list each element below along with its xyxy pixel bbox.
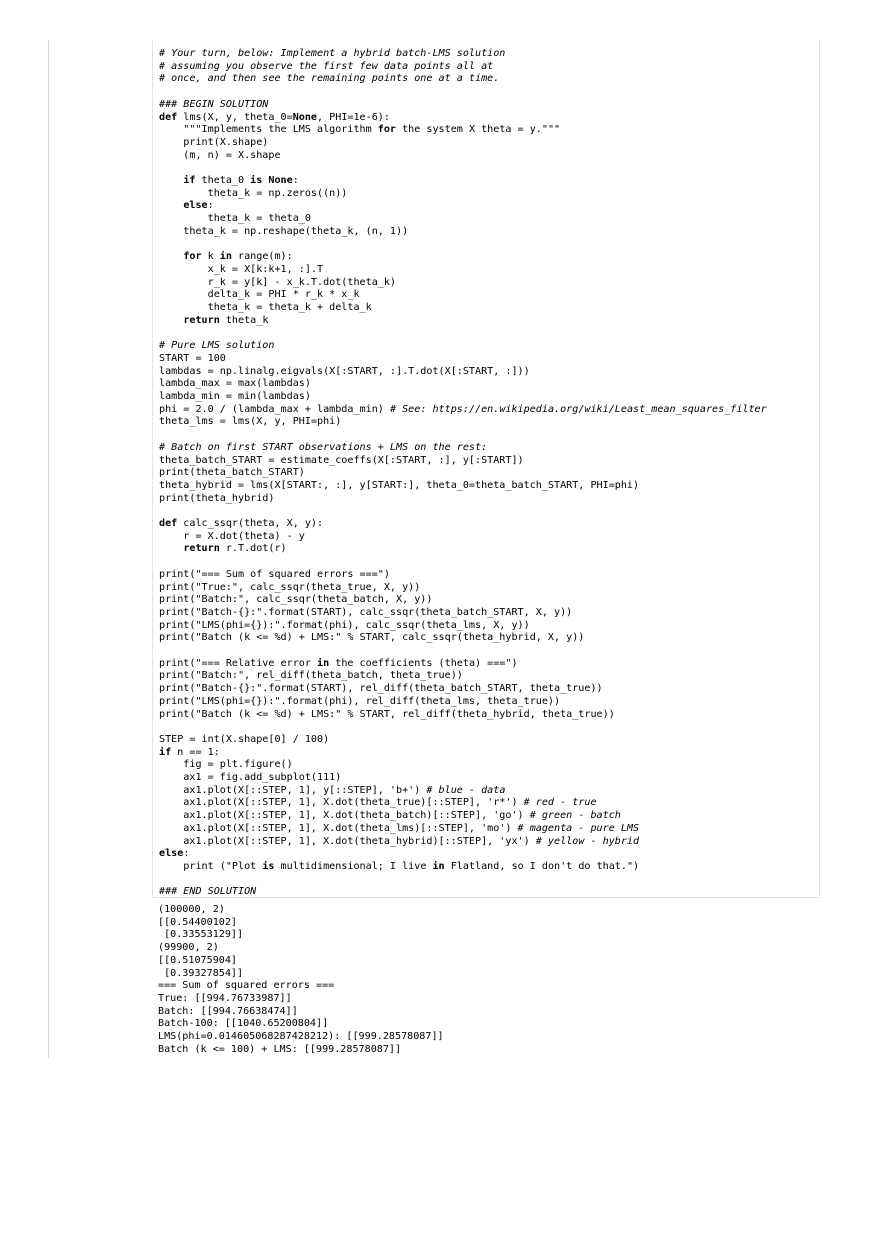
output-line: [0.39327854]]	[158, 967, 244, 979]
output-line: LMS(phi=0.014605068287428212): [[999.28578087]]	[158, 1031, 444, 1043]
code-line: # Your turn, below: Implement a hybrid batch-LMS solution	[159, 48, 506, 59]
code-line: # assuming you observe the first few data points all at	[159, 60, 494, 72]
code-line: ax1.plot(X[::STEP, 1], X.dot(theta_batch)[::STEP], 'go') # green - batch	[159, 810, 621, 822]
output-line: [0.33553129]]	[158, 929, 244, 941]
cell-output	[158, 904, 818, 1056]
code-line: if n == 1:	[159, 746, 220, 758]
code-line: ### BEGIN SOLUTION	[159, 98, 269, 110]
notebook-margin-rule	[48, 40, 49, 1058]
code-line: ax1.plot(X[::STEP, 1], X.dot(theta_lms)[::STEP], 'mo') # magenta - pure LMS	[159, 822, 640, 834]
code-line: theta_batch_START = estimate_coeffs(X[:START, :], y[:START])	[159, 454, 524, 466]
code-line: else:	[159, 848, 190, 860]
code-line: ax1 = fig.add_subplot(111)	[159, 772, 342, 784]
code-line: # Pure LMS solution	[159, 340, 275, 352]
output-line: Batch: [[994.76638474]]	[158, 1005, 298, 1017]
output-line: Batch (k <= 100) + LMS: [[999.28578087]]	[158, 1043, 402, 1055]
output-line: (100000, 2)	[158, 904, 225, 915]
code-line: print("Batch:", calc_ssqr(theta_batch, X, y))	[159, 594, 433, 606]
code-line: print(theta_batch_START)	[159, 467, 305, 479]
code-line: theta_k = theta_0	[159, 213, 311, 225]
output-line: [[0.51075904]	[158, 954, 238, 966]
code-line: print("Batch:", rel_diff(theta_batch, theta_true))	[159, 670, 463, 682]
code-line: print(theta_hybrid)	[159, 492, 275, 504]
code-line: return theta_k	[183, 314, 269, 326]
output-line: Batch-100: [[1040.65200804]]	[158, 1018, 329, 1030]
code-line: ax1.plot(X[::STEP, 1], y[::STEP], 'b+') # blue - data	[159, 784, 506, 796]
code-line: print ("Plot is multidimensional; I live in Flatland, so I don't do that.")	[159, 861, 640, 872]
code-line: if theta_0 is None:	[183, 175, 299, 187]
output-line: True: [[994.76733987]]	[158, 992, 292, 1004]
code-line: """Implements the LMS algorithm for the system X theta = y."""	[159, 124, 561, 136]
code-line: ax1.plot(X[::STEP, 1], X.dot(theta_true)[::STEP], 'r*') # red - true	[159, 797, 597, 809]
code-line: for k in range(m):	[183, 251, 293, 263]
output-line: === Sum of squared errors ===	[158, 980, 335, 992]
code-line: print("Batch (k <= %d) + LMS:" % START, rel_diff(theta_hybrid, theta_true))	[159, 708, 615, 720]
code-line: lambda_min = min(lambdas)	[159, 390, 311, 402]
code-line: print("LMS(phi={}):".format(phi), calc_ssqr(theta_lms, X, y))	[159, 619, 530, 631]
code-line: print("Batch-{}:".format(START), calc_ssqr(theta_batch_START, X, y))	[159, 606, 573, 618]
code-line: r_k = y[k] - x_k.T.dot(theta_k)	[159, 276, 397, 288]
code-line: theta_k = np.zeros((n))	[159, 187, 348, 199]
code-line: print("LMS(phi={}):".format(phi), rel_diff(theta_lms, theta_true))	[159, 695, 561, 707]
code-line: delta_k = PHI * r_k * x_k	[159, 289, 360, 301]
code-line: # once, and then see the remaining points one at a time.	[159, 73, 500, 85]
code-line: theta_k = np.reshape(theta_k, (n, 1))	[159, 225, 409, 237]
code-line: print(X.shape)	[159, 136, 269, 148]
code-line: r = X.dot(theta) - y	[159, 530, 305, 542]
output-text	[158, 904, 818, 1056]
code-line: (m, n) = X.shape	[159, 149, 281, 161]
output-line: (99900, 2)	[158, 942, 219, 954]
code-line: phi = 2.0 / (lambda_max + lambda_min) # See: https://en.wikipedia.org/wiki/Least_mean_squares_filter	[159, 403, 767, 415]
code-line: print("=== Sum of squared errors ===")	[159, 568, 390, 580]
code-line: # Batch on first START observations + LMS on the rest:	[159, 441, 488, 453]
code-line: STEP = int(X.shape[0] / 100)	[159, 733, 330, 745]
code-line: else:	[183, 200, 214, 212]
code-line: fig = plt.figure()	[159, 759, 293, 771]
code-line: lambdas = np.linalg.eigvals(X[:START, :].T.dot(X[:START, :]))	[159, 365, 530, 377]
code-cell[interactable]	[152, 40, 820, 898]
code-line: ax1.plot(X[::STEP, 1], X.dot(theta_hybrid)[::STEP], 'yx') # yellow - hybrid	[159, 835, 640, 847]
code-line: print("=== Relative error in the coefficients (theta) ===")	[159, 657, 518, 669]
code-line: lambda_max = max(lambdas)	[159, 378, 311, 390]
output-line: [[0.54400102]	[158, 916, 238, 928]
code-line: x_k = X[k:k+1, :].T	[159, 263, 324, 275]
code-line: theta_hybrid = lms(X[START:, :], y[START:], theta_0=theta_batch_START, PHI=phi)	[159, 479, 640, 491]
code-line: return r.T.dot(r)	[183, 543, 287, 555]
code-line: def lms(X, y, theta_0=None, PHI=1e-6):	[159, 111, 390, 123]
code-line: ### END SOLUTION	[159, 886, 257, 898]
code-line: START = 100	[159, 352, 226, 364]
code-line: theta_lms = lms(X, y, PHI=phi)	[159, 416, 342, 428]
code-line: print("Batch-{}:".format(START), rel_diff(theta_batch_START, theta_true))	[159, 683, 603, 695]
code-line: print("True:", calc_ssqr(theta_true, X, y))	[159, 581, 421, 593]
code-editor[interactable]	[159, 48, 817, 899]
code-line: def calc_ssqr(theta, X, y):	[159, 518, 324, 530]
code-line: theta_k = theta_k + delta_k	[159, 302, 372, 314]
code-line: print("Batch (k <= %d) + LMS:" % START, calc_ssqr(theta_hybrid, X, y))	[159, 632, 585, 644]
